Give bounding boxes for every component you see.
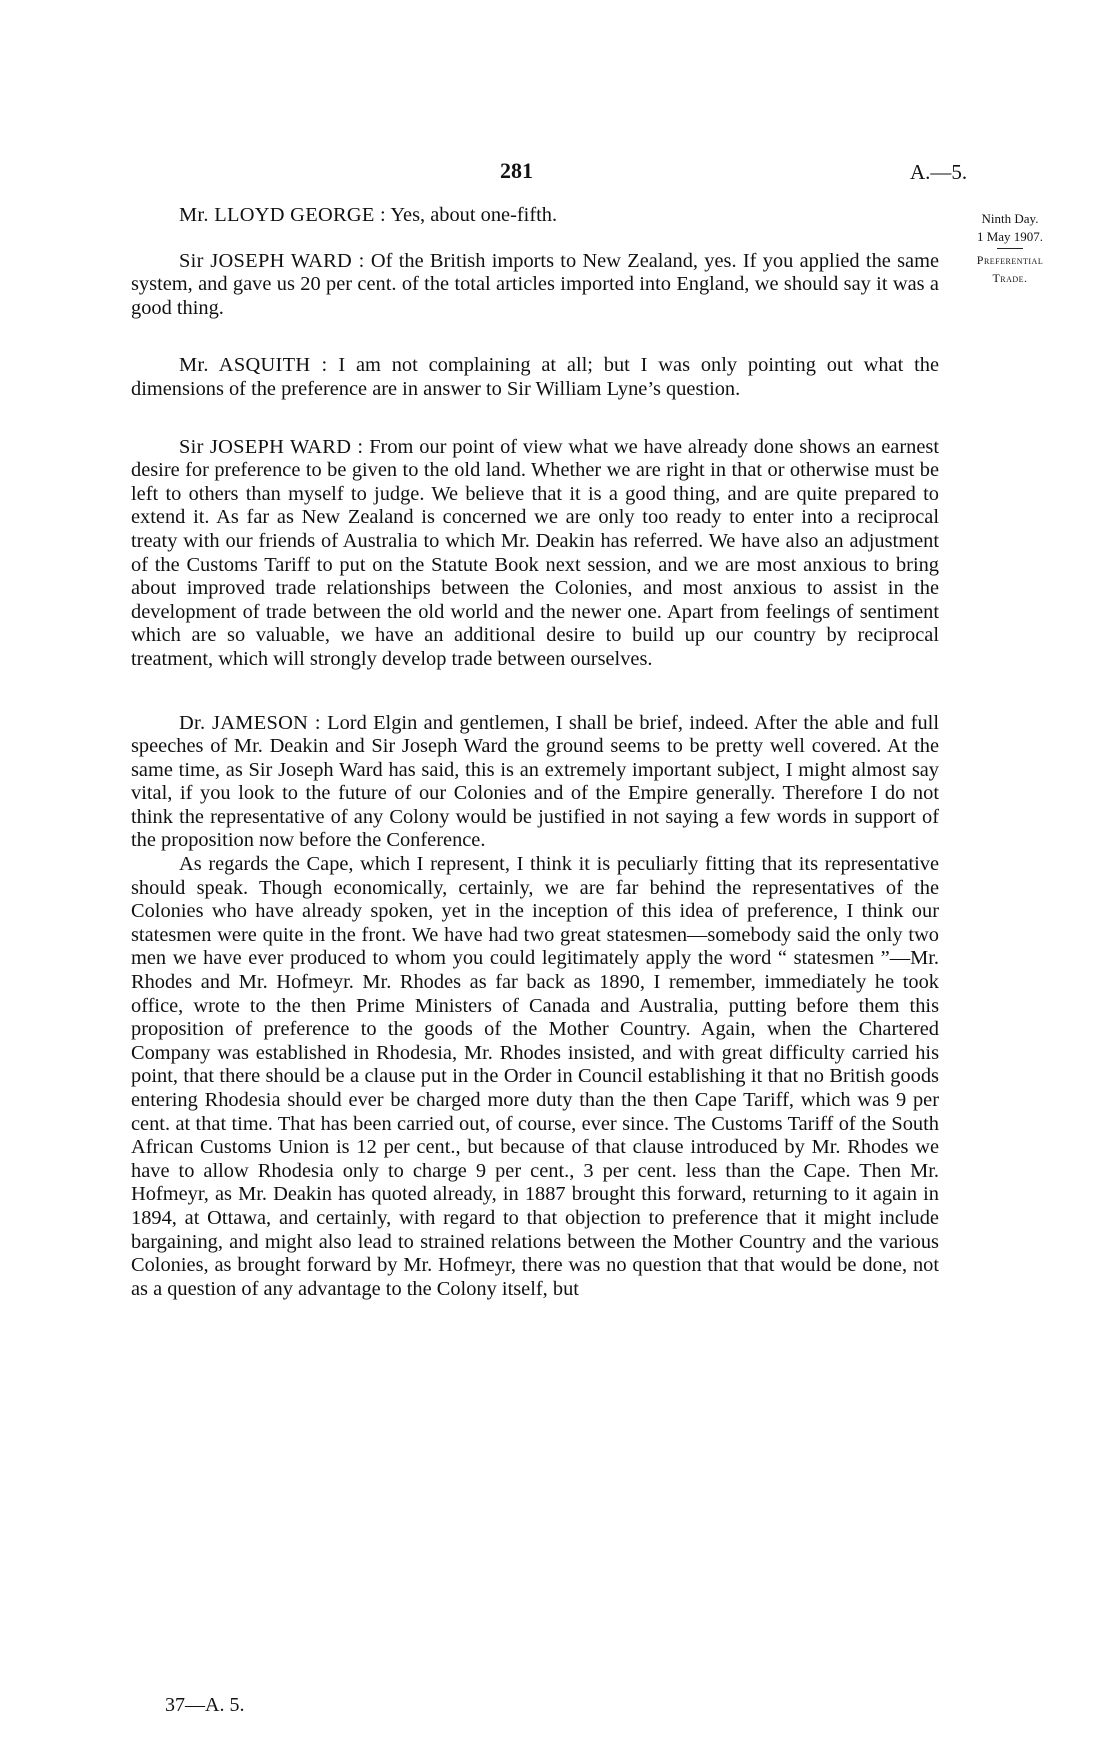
paragraph-ward-1 (131, 250, 939, 321)
document-reference: A.—5. (910, 160, 968, 184)
paragraph-asquith (131, 354, 939, 401)
page-number: 281 (500, 158, 533, 183)
paragraph-text: Of the British imports to New Zealand, yes. If you applied the same system, and gave us 20 per cent. of the total articles imported into England, we should say it was a good thing. (131, 249, 939, 319)
paragraph-jameson-2 (131, 853, 939, 1301)
speaker-name: Sir JOSEPH WARD : (179, 435, 364, 458)
margin-date: 1 May 1907. (976, 229, 1044, 244)
paragraph-text: Yes, about one-fifth. (386, 204, 558, 226)
paragraph-lloyd-george (131, 204, 939, 228)
margin-notes (950, 210, 1070, 287)
margin-day: Ninth Day. (981, 211, 1039, 226)
speaker-name: Dr. JAMESON : (179, 711, 321, 734)
margin-divider (997, 248, 1023, 249)
speaker-name: Sir JOSEPH WARD : (179, 249, 365, 272)
paragraph-ward-2 (131, 436, 939, 672)
paragraph-text: Lord Elgin and gentlemen, I shall be brief, indeed. After the able and full speeches of Mr. Deakin and Sir Joseph Ward the ground seems to be pretty well covered. At the same time, as Sir Joseph Ward has said, this is an extremely important subject, I might almost say vital, if you look to the future of our Colonies and of the Empire generally. Therefore I do not think the representative of any Colony would be justified in not saying a few words in support of the proposition now before the Conference. (131, 711, 939, 852)
body-text (131, 204, 939, 1301)
paragraph-text: I am not complaining at all; but I was only pointing out what the dimensions of the preference are in answer to Sir William Lyne’s question. (131, 354, 940, 400)
paragraph-text: From our point of view what we have already done shows an earnest desire for preference to be given to the old land. Whether we are right in that or otherwise must be left to others than myself to judge. We believe that it is a good thing, and are quite prepared to extend it. As far as New Zealand is concerned we are only too ready to enter into a reciprocal treaty with our friends of Australia to which Mr. Deakin has referred. We have also an adjustment of the Customs Tariff to put on the Statute Book next session, and we are most anxious to bring about improved trade relationships between the Colonies, and most anxious to assist in the development of trade between the old world and the newer one. Apart from feelings of sentiment which are so valuable, we have an additional desire to build up our country by reciprocal treatment, which will strongly develop trade between ourselves. (131, 435, 939, 670)
speaker-name: Mr. LLOYD GEORGE : (179, 204, 387, 226)
paragraph-jameson-1 (131, 712, 939, 854)
margin-topic-line-2: Trade. (992, 271, 1028, 285)
paragraph-text: As regards the Cape, which I represent, I think it is peculiarly fitting that its representative should speak. Though economically, certainly, we are far behind the representatives of the Colonies who have already spoken, yet in the inception of this idea of preference, I think our statesmen were quite in the front. We have had two great statesmen—somebody said the only two men we have ever produced to whom you could legitimately apply the word “ statesmen ”—Mr. Rhodes and Mr. Hofmeyr. Mr. Rhodes as far back as 1890, I remember, immediately he took office, wrote to the then Prime Ministers of Canada and Australia, putting before them this proposition of preference to the goods of the Mother Country. Again, when the Chartered Company was established in Rhodesia, Mr. Rhodes insisted, and with great difficulty carried his point, that there should be a clause put in the Order in Council establishing it that no British goods entering Rhodesia should ever be charged more duty than the then Cape Tariff, which was 9 per cent. at that time. That has been carried out, of course, ever since. The Customs Tariff of the South African Customs Union is 12 per cent., but because of that clause introduced by Mr. Rhodes we have to allow Rhodesia only to charge 9 per cent., 3 per cent. less than the Cape. Then Mr. Hofmeyr, as Mr. Deakin has quoted already, in 1887 brought this forward, returning to it again in 1894, at Ottawa, and certainly, with regard to that objection to preference that it might include bargaining, and might also lead to strained relations between the Mother Country and the various Colonies, as brought forward by Mr. Hofmeyr, there was no question that that would be done, not as a question of any advantage to the Colony itself, but (131, 853, 939, 1300)
margin-topic-line-1: Preferential (976, 253, 1044, 267)
speaker-name: Mr. ASQUITH : (179, 354, 328, 377)
page-signature: 37—A. 5. (165, 1694, 245, 1716)
